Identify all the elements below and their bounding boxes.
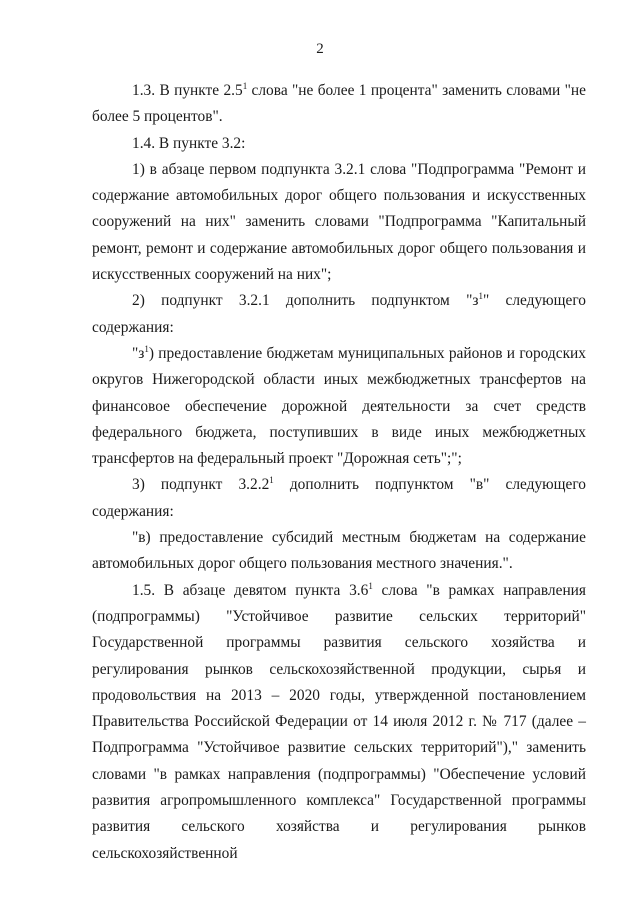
document-body — [92, 78, 586, 867]
text-run: 3) подпункт 3.2.2 — [132, 476, 270, 494]
paragraph-quote-z1 — [92, 341, 586, 472]
paragraph-1-5 — [92, 578, 586, 867]
superscript: 1 — [242, 81, 248, 91]
paragraph-item-1 — [92, 157, 586, 288]
text-run: "в) предоставление субсидий местным бюджетам на содержание автомобильных дорог общего пользования местного значения.". — [92, 529, 586, 573]
superscript: 1 — [368, 580, 373, 591]
text-run: дополнить подпунктом "в" следующего содержания: — [92, 476, 586, 520]
superscript: 1 — [269, 475, 274, 486]
text-run: " следующего содержания: — [92, 292, 586, 336]
superscript: 1 — [144, 343, 149, 354]
text-run: слова "не более 1 процента" заменить словами "не более 5 процентов". — [92, 82, 586, 126]
text-run: 1.4. В пункте 3.2: — [132, 134, 246, 152]
text-run: ) предоставление бюджетам муниципальных районов и городских округов Нижегородской области иных межбюджетных трансфертов на финансовое обеспечение дорожной деятельности за счет средств федерального бюджета, поступивших в виде иных межбюджетных трансфертов на федеральный проект "Дорожная сеть";"; — [92, 344, 586, 468]
paragraph-quote-v — [92, 525, 586, 578]
paragraph-item-2 — [92, 288, 586, 341]
text-run: 2) подпункт 3.2.1 дополнить подпунктом "з — [132, 292, 479, 310]
superscript: 1 — [478, 291, 483, 302]
text-run: слова "в рамках направления (подпрограммы) "Устойчивое развитие сельских территорий" Государственной программы развития сельского хозяйства и регулирования рынков сельскохозяйственной продукции, сырья и продовольствия на 2013 – 2020 годы, утвержденной постановлением Правительства Российской Федерации от 14 июля 2012 г. № 717 (далее – Подпрограмма "Устойчивое развитие сельских территорий")," заменить словами "в рамках направления (подпрограммы) "Обеспечение условий развития агропромышленного комплекса" Государственной программы развития сельского хозяйства и регулирования рынков сельскохозяйственной — [92, 581, 586, 862]
paragraph-item-3 — [92, 472, 586, 525]
text-run: 1.3. В пункте 2.5 — [132, 82, 243, 99]
text-run: "з — [132, 344, 145, 362]
text-run: 1.5. В абзаце девятом пункта 3.6 — [132, 581, 369, 599]
paragraph-1-3 — [92, 78, 586, 131]
text-run: 1) в абзаце первом подпункта 3.2.1 слова "Подпрограмма "Ремонт и содержание автомобильных дорог общего пользования и искусственных сооружений на них" заменить словами "Подпрограмма "Капитальный ремонт, ремонт и содержание автомобильных дорог общего пользования и искусственных сооружений на них"; — [92, 160, 586, 284]
page-number: 2 — [316, 41, 324, 57]
paragraph-1-4 — [92, 131, 586, 157]
